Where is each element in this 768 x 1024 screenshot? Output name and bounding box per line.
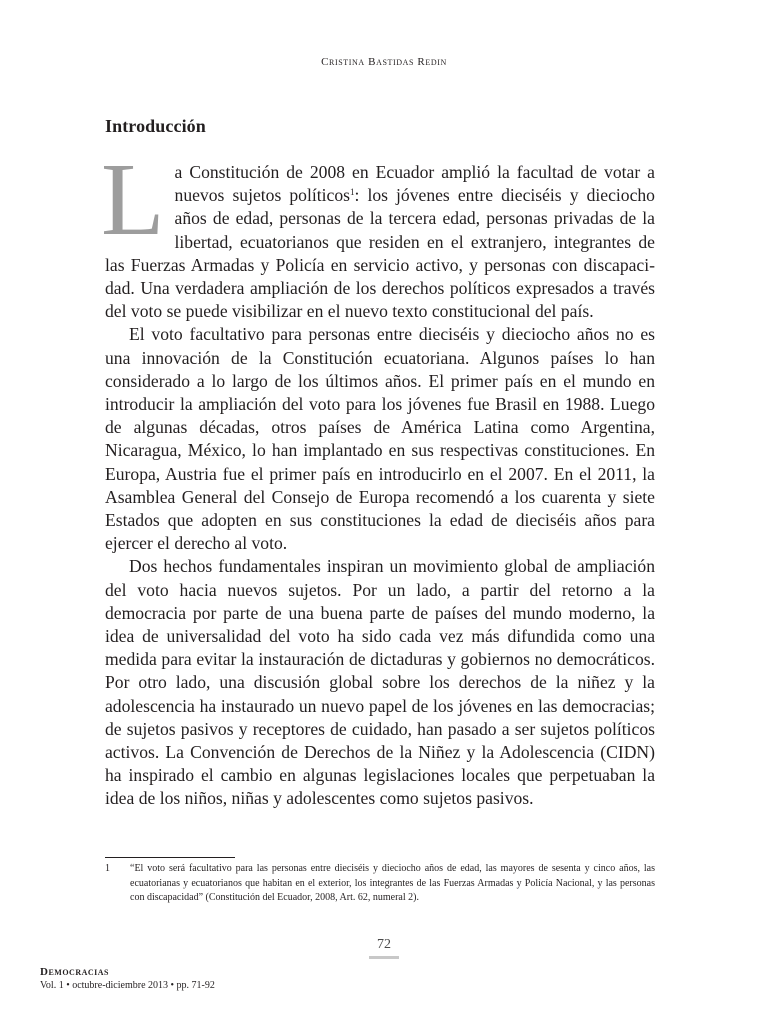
body-text bbox=[101, 142, 655, 811]
footnote bbox=[105, 862, 655, 906]
drop-cap: L bbox=[101, 142, 165, 257]
running-head: Cristina Bastidas Redin bbox=[321, 56, 447, 68]
paragraph-1-part-2: : los jóvenes entre dieciséis y dieciocho años de edad, personas de la tercera edad, personas privadas de la libertad, ecuatorianos que residen en el extranjero, integrantes de las Fuerzas Armadas y Policía en servicio activo, y personas con discapacidad. Una verdadera ampliación de los derechos políticos expresados a través del voto se puede visibilizar en el nuevo texto constitucional del país. bbox=[105, 185, 655, 322]
footnote-divider bbox=[105, 857, 235, 858]
paragraph-2: El voto facultativo para personas entre dieciséis y dieciocho años no es una innovación de la Constitución ecuatoriana. Algunos países lo han considerado a lo largo de los últimos años. El primer país en el mundo en introducir la ampliación del voto para los jóvenes fue Brasil en 1988. Luego de algunas décadas, otros países de América Latina como Argentina, Nicaragua, México, lo han implantado en sus respectivas constituciones. En Europa, Austria fue el primer país en introducirlo en el 2007. En el 2011, la Asamblea General del Consejo de Europa recomendó a los cuarenta y siete Estados que adopten en sus constituciones la edad de dieciséis años para ejercer el derecho al voto. bbox=[105, 324, 655, 554]
footnote-reference[interactable]: 1 bbox=[349, 187, 355, 198]
footnote-number: 1 bbox=[105, 863, 110, 874]
section-title: Introducción bbox=[105, 116, 206, 136]
paragraph-1-part-1: a Constitución de 2008 en Ecuador amplió la facultad de votar a nuevos sujetos políticos bbox=[174, 162, 655, 206]
page-number-bar bbox=[369, 956, 399, 959]
journal-issue: Vol. 1 • octubre-diciembre 2013 • pp. 71-92 bbox=[40, 980, 215, 991]
footnote-text: “El voto será facultativo para las personas entre dieciséis y dieciocho años de edad, las mayores de sesenta y cinco años, las ecuatorianas y ecuatorianos que habitan en el exterior, los integrantes de las Fuerzas Armadas y Policía Nacional, y las personas con discapacidad” (Constitución del Ecuador, 2008, Art. 62, numeral 2). bbox=[130, 863, 655, 904]
paragraph-3: Dos hechos fundamentales inspiran un movimiento global de ampliación del voto hacia nuevos sujetos. Por un lado, a partir del retorno a la democracia por parte de una buena parte de países del mundo moderno, la idea de universalidad del voto ha sido cada vez más difundida como una medida para evitar la instauración de dictaduras y gobiernos no democráticos. Por otro lado, una discusión global sobre los derechos de la niñez y la adolescencia ha instaurado un nuevo papel de los jóvenes en las democracias; de sujetos pasivos y receptores de cuidado, han pasado a ser sujetos políticos activos. La Convención de Derechos de la Niñez y la Adolescencia (CIDN) ha inspirado el cambio en algunas legislaciones locales que perpetuaban la idea de los niños, niñas y adolescentes como sujetos pasivos. bbox=[105, 556, 655, 809]
journal-name: Democracias bbox=[40, 966, 110, 978]
page-number: 72 bbox=[377, 937, 391, 952]
paragraph-1 bbox=[101, 142, 655, 323]
